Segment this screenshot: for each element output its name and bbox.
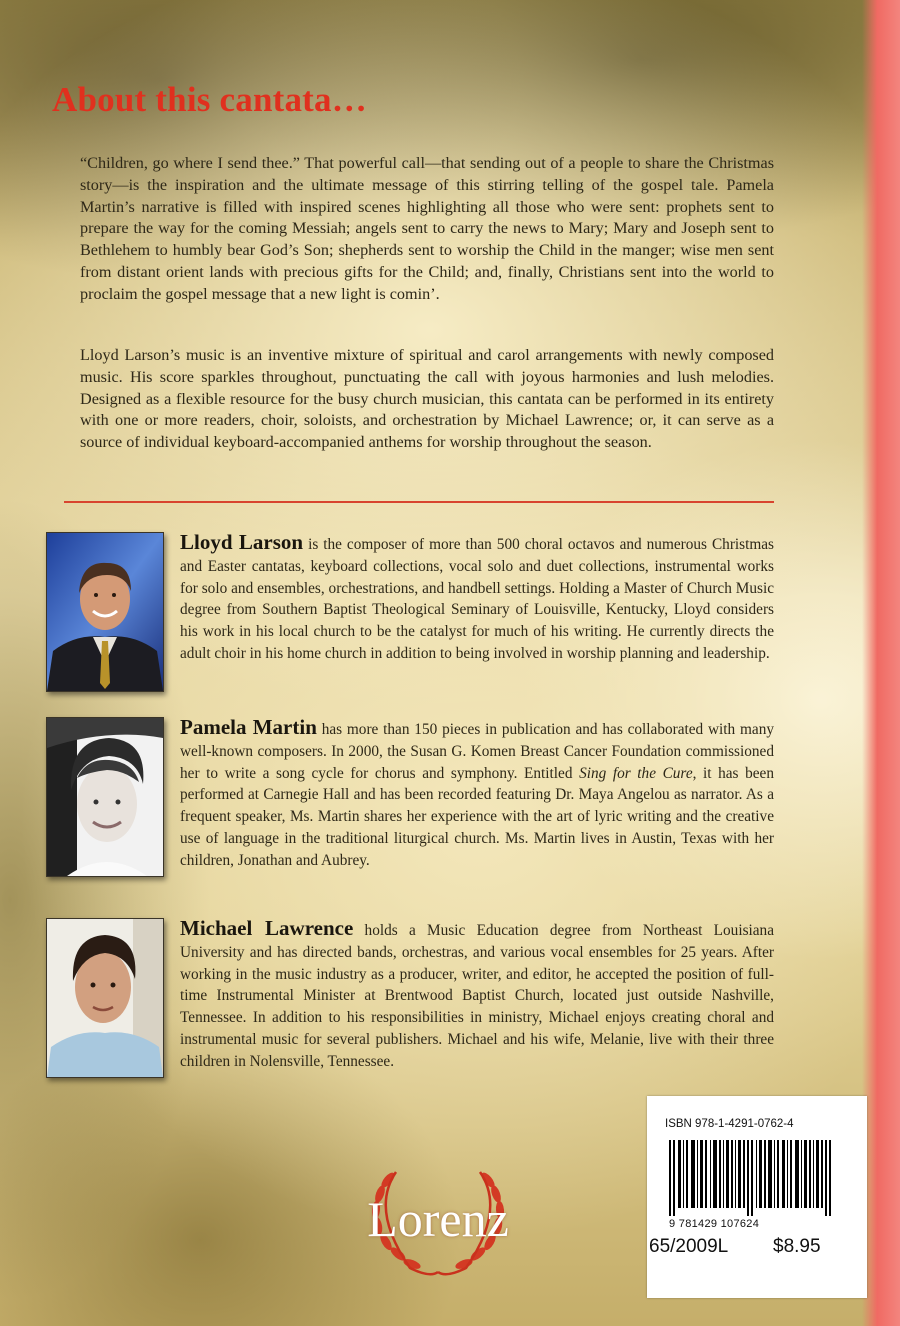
- bio-text: [180, 532, 774, 665]
- section-divider: [64, 501, 774, 503]
- photo-michael-lawrence: [46, 918, 164, 1078]
- bio-name: Pamela Martin: [180, 715, 317, 739]
- photo-lloyd-larson: [46, 532, 164, 692]
- portrait-image: [47, 919, 163, 1077]
- catalog-number: 65/2009L: [649, 1236, 729, 1257]
- lorenz-wordmark: Lorenz: [367, 1191, 509, 1247]
- barcode-number: 9 781429 107624: [669, 1218, 760, 1230]
- intro-paragraph-2: Lloyd Larson’s music is an inventive mixture of spiritual and carol arrangements with newly composed music. His score sparkles throughout, punctuating the call with joyous harmonies and lush melodies. Designed as a flexible resource for the busy church musician, this cantata can be performed in its entirety with one or more readers, choir, soloists, and orchestration by Michael Lawrence; or, it can serve as a source of individual keyboard-accompanied anthems for worship throughout the season.: [80, 346, 774, 452]
- bio-name: Lloyd Larson: [180, 530, 304, 554]
- page-title: About this cantata…: [52, 80, 367, 119]
- barcode-icon: [669, 1140, 847, 1216]
- isbn-text: ISBN 978-1-4291-0762-4: [665, 1118, 794, 1130]
- bio-name: Michael Lawrence: [180, 916, 354, 940]
- red-torn-edge: [862, 0, 900, 1326]
- price: $8.95: [773, 1236, 821, 1257]
- portrait-image: [47, 718, 163, 876]
- portrait-image: [47, 533, 163, 691]
- work-title: Sing for the Cure: [579, 764, 693, 782]
- bio-body: is the composer of more than 500 choral octavos and numerous Christmas and Easter cantatas, keyboard collections, vocal solo and duet collections, instrumental works for solo and ensembles, orchestrations, and handbell settings. Holding a Master of Church Music degree from Southern Baptist Theological Seminary of Louisville, Kentucky, Lloyd considers his work in his local church to be the catalyst for much of his writing. He currently directs the adult choir in his home church in addition to being involved in worship planning and leadership.: [180, 536, 775, 662]
- intro-paragraph-1: “Children, go where I send thee.” That powerful call—that sending out of a people to share the Christmas story—is the inspiration and the ultimate message of this stirring telling of the gospel tale. Pamela Martin’s narrative is filled with inspired scenes highlighting all those who were sent: prophets sent to prepare the way for the coming Messiah; angels sent to carry the news to Mary; Mary and Joseph sent to Bethlehem to humbly bear God’s Son; shepherds sent to worship the Child in the manger; wise men sent from distant orient lands with precious gifts for the Child; and, finally, Christians sent into the world to proclaim the gospel message that a new light is comin’.: [80, 154, 774, 303]
- bio-text: [180, 918, 774, 1073]
- photo-pamela-martin: [46, 717, 164, 877]
- bio-body-continued: , it has been performed at Carnegie Hall and has been recorded featuring Dr. Maya Angelou as narrator. As a frequent speaker, Ms. Martin shares her experience with the art of lyric writing and the creative use of language in the traditional liturgical church. Ms. Martin lives in Austin, Texas with her children, Jonathan and Aubrey.: [180, 764, 774, 869]
- bio-body: has more than 150 pieces in publication and has collaborated with many well-known composers. In 2000, the Susan G. Komen Breast Cancer Foundation commissioned her to write a song cycle for chorus and symphony. Entitled: [180, 721, 775, 782]
- bio-text: [180, 717, 774, 872]
- lorenz-logo: [348, 1150, 528, 1290]
- bio-body: holds a Music Education degree from Northeast Louisiana University and has directed bands, orchestras, and various vocal ensembles for 25 years. After working in the music industry as a producer, writer, and editor, he accepted the position of full-time Instrumental Minister at Brentwood Baptist Church, located just outside Nashville, Tennessee. In addition to his responsibilities in ministry, Michael enjoys creating choral and instrumental music for several publishers. Michael and his wife, Melanie, live with their three children in Nolensville, Tennessee.: [180, 922, 774, 1070]
- isbn-label-box: [647, 1096, 867, 1298]
